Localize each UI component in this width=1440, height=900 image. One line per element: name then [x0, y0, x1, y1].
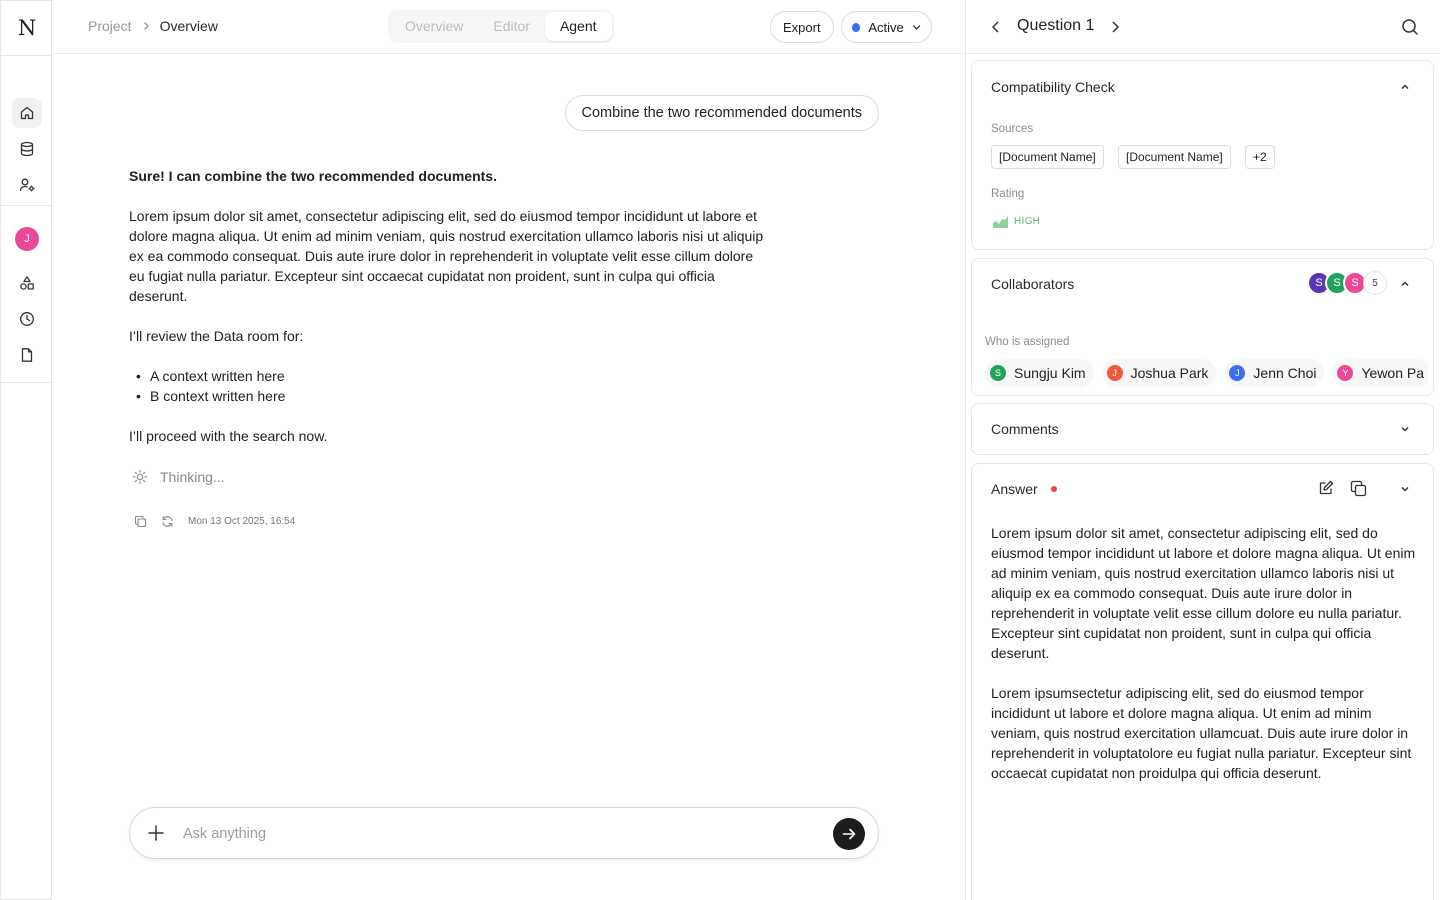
status-label: Active — [868, 19, 904, 35]
avatar[interactable]: J — [15, 227, 39, 251]
sun-icon — [132, 469, 148, 485]
chevron-down-icon — [912, 23, 921, 31]
chevron-down-icon[interactable] — [1399, 423, 1411, 435]
assignee-name: Yewon Pa — [1361, 365, 1425, 381]
assignee-name: Joshua Park — [1130, 365, 1209, 381]
comments-card[interactable] — [971, 403, 1434, 455]
question-panel — [965, 0, 1440, 900]
assignee-name: Sungju Kim — [1014, 365, 1086, 381]
copy-icon[interactable] — [1350, 480, 1367, 497]
answer-body — [991, 523, 1421, 803]
source-chip[interactable]: [Document Name] — [1118, 145, 1231, 169]
home-icon[interactable] — [12, 98, 42, 128]
assignee-chip[interactable] — [1332, 359, 1428, 387]
reply-paragraph: Lorem ipsum dolor sit amet, consectetur adipiscing elit, sed do eiusmod tempor incididunt ut labore et dolore magna aliqua. Ut enim ad minim veniam, quis nostrud exercitation ullamco laboris nisi ut aliquip ex ea commodo consequat. Duis aute irure dolor in reprehenderit in voluptate velit esse cillum dolore eu fugiat nulla pariatur. Excepteur sint occaecat cupidatat non proident, sunt in culpa qui officia deserunt. — [129, 208, 764, 304]
breadcrumb — [88, 18, 218, 34]
copy-icon[interactable] — [134, 515, 147, 528]
avatar-count: 5 — [1363, 271, 1387, 295]
send-button[interactable] — [833, 818, 865, 850]
avatar-stack[interactable] — [1313, 271, 1387, 295]
arrow-right-icon — [841, 826, 857, 842]
compatibility-title: Compatibility Check — [991, 79, 1115, 95]
clock-icon[interactable] — [12, 304, 42, 334]
user-settings-icon[interactable] — [12, 170, 42, 200]
chevron-left-icon[interactable] — [988, 19, 1004, 35]
tab-agent[interactable]: Agent — [545, 12, 612, 41]
rating-badge — [993, 215, 1040, 228]
left-rail — [0, 0, 52, 900]
rating-label: Rating — [991, 188, 1025, 200]
status-dot — [852, 23, 860, 32]
answer-card — [971, 463, 1434, 900]
edit-icon[interactable] — [1318, 480, 1334, 496]
chevron-up-icon[interactable] — [1399, 81, 1411, 93]
collaborators-card — [971, 258, 1434, 396]
top-header — [52, 0, 965, 54]
chat-area — [52, 54, 965, 900]
avatar: S — [1343, 271, 1367, 295]
tab-editor[interactable]: Editor — [493, 18, 530, 34]
panel-header — [966, 0, 1440, 54]
rail-divider — [1, 205, 51, 206]
answer-paragraph: Lorem ipsum dolor sit amet, consectetur adipiscing elit, sed do eiusmod tempor incididunt ut labore et dolore magna aliqua. Ut enim ad minim veniam, quis nostrud exercitation ullamco laboris nisi ut aliquip ex ea commodo consequat. Duis aute irure dolor in reprehenderit in voluptate velit esse cillum dolore eu nulla pariatur. Excepteur sint cupidatat non proident, sunt in culpa qui officia deserunt. — [991, 525, 1416, 661]
assistant-reply — [129, 166, 769, 466]
collaborators-title: Collaborators — [991, 276, 1075, 292]
reply-closing: I’ll proceed with the search now. — [129, 428, 328, 444]
chevron-down-icon[interactable] — [1399, 483, 1411, 495]
avatar: J — [1229, 365, 1245, 381]
assignee-chip[interactable] — [1102, 359, 1217, 387]
more-sources-chip[interactable]: +2 — [1245, 145, 1275, 169]
breadcrumb-parent[interactable]: Project — [88, 18, 132, 34]
view-tabs — [388, 10, 614, 43]
assigned-label: Who is assigned — [985, 336, 1070, 348]
rail-divider — [1, 55, 51, 56]
list-item: • A context written here — [129, 366, 769, 386]
reply-heading: Sure! I can combine the two recommended documents. — [129, 168, 497, 184]
app-logo[interactable]: N — [17, 16, 37, 40]
composer — [129, 807, 879, 859]
search-icon[interactable] — [1401, 18, 1419, 36]
avatar: Y — [1337, 365, 1353, 381]
compatibility-card — [971, 60, 1434, 250]
assignee-name: Jenn Choi — [1253, 365, 1317, 381]
answer-paragraph: Lorem ipsumsectetur adipiscing elit, sed do eiusmod tempor incididunt ut labore et dolore magna aliqua. Ut enim ad minim veniam, quis nostrud exercitation ullamcuat. Duis aute irure dolor in reprehenderit in voluptatolore eu fugiat nulla pariatur. Excepteur sint occaecat cupidatat non proidulpa qui officia deserunt. — [991, 685, 1412, 781]
avatar: S — [1325, 271, 1349, 295]
answer-title: Answer — [991, 481, 1038, 497]
message-meta — [134, 515, 295, 528]
comments-title: Comments — [991, 421, 1059, 437]
chevron-right-icon[interactable] — [1107, 19, 1123, 35]
export-button[interactable]: Export — [770, 11, 834, 43]
sources-label: Sources — [991, 123, 1034, 135]
rail-divider — [1, 382, 51, 383]
thinking-indicator — [132, 469, 225, 485]
refresh-icon[interactable] — [161, 515, 174, 528]
reply-review-intro: I’ll review the Data room for: — [129, 328, 304, 344]
breadcrumb-current: Overview — [159, 18, 218, 34]
rating-value: HIGH — [1014, 216, 1041, 227]
chevron-right-icon — [142, 21, 150, 31]
assignee-list — [985, 359, 1428, 387]
panel-title: Question 1 — [1017, 17, 1095, 34]
list-item: • B context written here — [129, 386, 769, 406]
status-dropdown[interactable] — [841, 11, 932, 43]
plus-icon[interactable] — [146, 823, 166, 843]
avatar: S — [1307, 271, 1331, 295]
rating-chart-icon — [993, 215, 1008, 228]
shapes-icon[interactable] — [12, 268, 42, 298]
assignee-chip[interactable] — [1224, 359, 1324, 387]
reply-bullet-list — [129, 366, 769, 406]
database-icon[interactable] — [12, 134, 42, 164]
composer-input[interactable] — [183, 822, 803, 846]
message-timestamp: Mon 13 Oct 2025, 16:54 — [188, 516, 296, 527]
file-icon[interactable] — [12, 340, 42, 370]
avatar: J — [1107, 365, 1123, 381]
tab-overview[interactable]: Overview — [405, 18, 464, 34]
user-message-bubble: Combine the two recommended documents — [565, 95, 879, 131]
chevron-up-icon[interactable] — [1399, 278, 1411, 290]
source-chip[interactable]: [Document Name] — [991, 145, 1104, 169]
thinking-label: Thinking... — [160, 469, 225, 485]
assignee-chip[interactable] — [985, 359, 1094, 387]
unsaved-indicator — [1051, 486, 1057, 492]
avatar: S — [990, 365, 1006, 381]
